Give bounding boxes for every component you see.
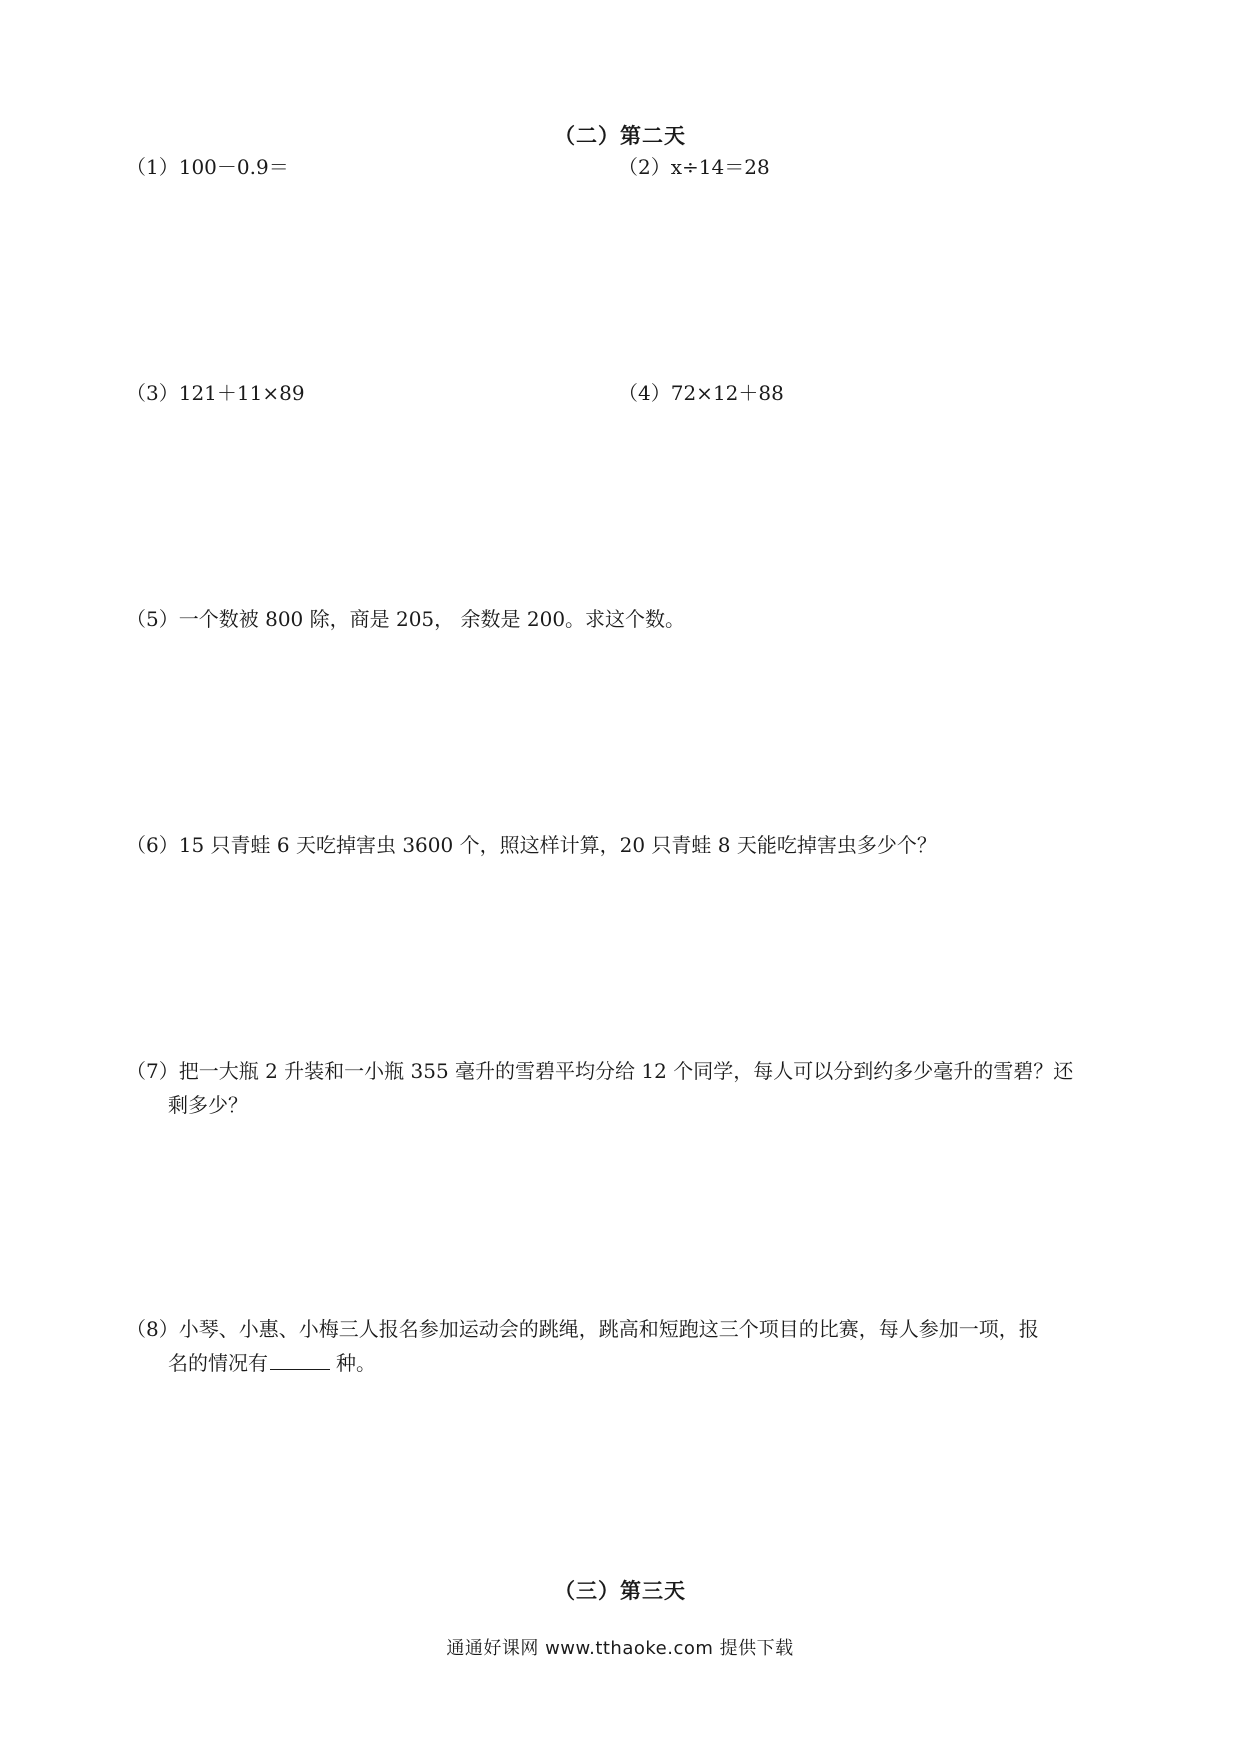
question-text: x÷14＝28 (670, 155, 770, 179)
footer-source: 通通好课网 www.tthaoke.com 提供下载 (446, 1638, 794, 1659)
question-7 (126, 1054, 1073, 1122)
section-title-day-2: （二）第二天 (554, 123, 686, 148)
question-number: （6） (126, 833, 179, 857)
question-number: （4） (618, 381, 671, 405)
question-text: 121＋11×89 (178, 381, 305, 405)
question-text: 15 只青蛙 6 天吃掉害虫 3600 个，照这样计算，20 只青蛙 8 天能吃掉害虫多少个？ (178, 833, 937, 857)
question-2 (618, 150, 770, 184)
question-text-after-blank: 种。 (336, 1351, 376, 1375)
question-text-line-2: 剩多少？ (168, 1093, 248, 1117)
section-title-day-3: （三）第三天 (554, 1578, 686, 1603)
answer-blank[interactable] (270, 1347, 330, 1370)
question-text-line-1: 小琴、小惠、小梅三人报名参加运动会的跳绳，跳高和短跑这三个项目的比赛，每人参加一项，报 (178, 1317, 1039, 1341)
question-number: （8） (126, 1317, 179, 1341)
question-text: 100－0.9＝ (178, 155, 289, 179)
question-text-line-1: 把一大瓶 2 升装和一小瓶 355 毫升的雪碧平均分给 12 个同学，每人可以分到约多少毫升的雪碧？还 (178, 1059, 1074, 1083)
question-text: 一个数被 800 除，商是 205， 余数是 200。求这个数。 (178, 607, 686, 631)
question-text-before-blank: 名的情况有 (168, 1351, 268, 1375)
question-number: （2） (618, 155, 671, 179)
question-number: （5） (126, 607, 179, 631)
question-1 (126, 150, 289, 184)
question-5 (126, 602, 685, 636)
question-8 (126, 1312, 1039, 1380)
question-text: 72×12＋88 (670, 381, 784, 405)
question-text-line-2 (126, 1346, 1039, 1380)
question-4 (618, 376, 784, 410)
question-number: （3） (126, 381, 179, 405)
question-number: （1） (126, 155, 179, 179)
question-3 (126, 376, 305, 410)
question-number: （7） (126, 1059, 179, 1083)
question-6 (126, 828, 937, 862)
